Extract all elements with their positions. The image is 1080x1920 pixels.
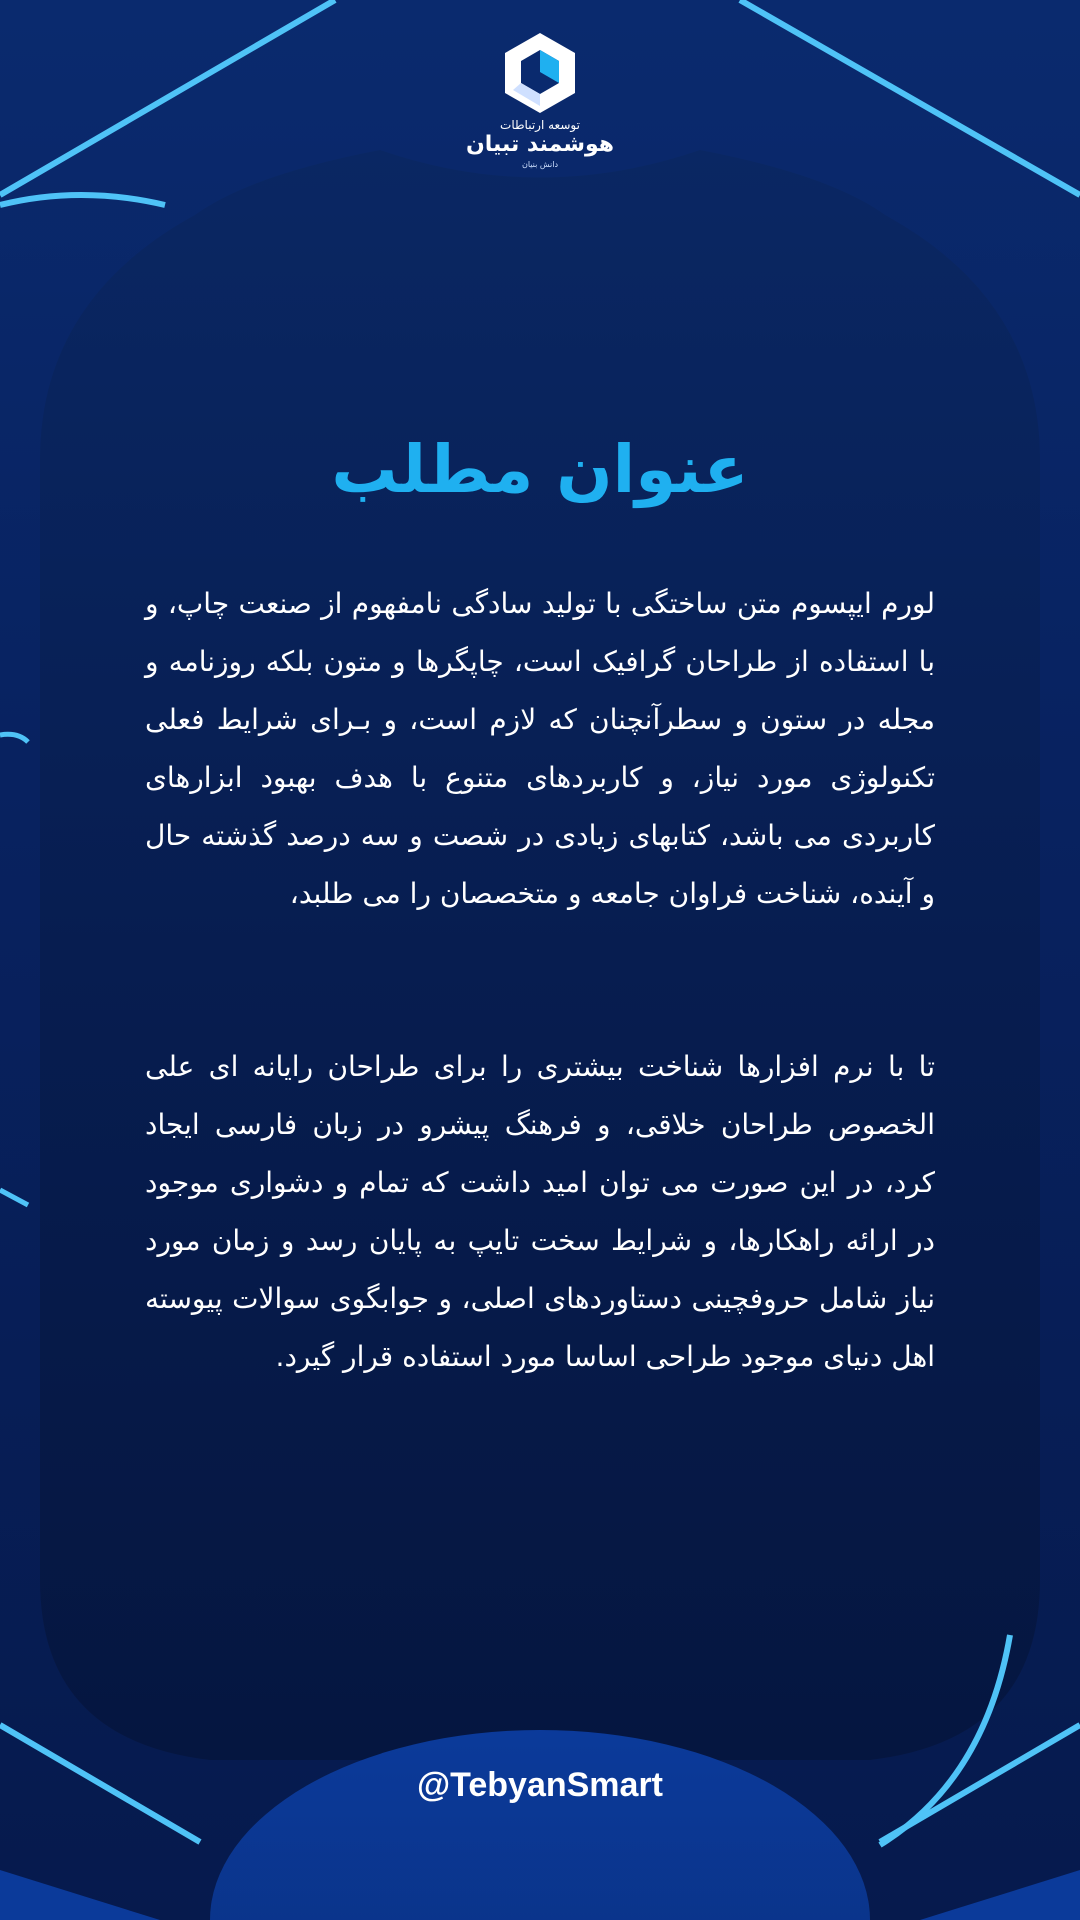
logo-tagline: توسعه ارتباطات [500, 118, 580, 132]
left-mid-arc [0, 734, 28, 742]
body-paragraph-1: لورم ایپسوم متن ساختگی با تولید سادگی نامفهوم از صنعت چاپ، و با استفاده از طراحان گرافیک است، چاپگرها و متون بلکه روزنامه و مجله در ستون و سطرآنچنان که لازم است، و بـرای شرایط فعلی تکنولوژی مورد نیاز، و کاربردهای متنوع با هدف بهبود ابزارهای کاربردی می باشد، کتابهای زیادی در شصت و سه درصد گذشته حال و آینده، شناخت فراوان جامعه و متخصصان را می طلبد، [145, 587, 935, 910]
bottom-right-wedge [920, 1870, 1080, 1920]
content-panel [40, 150, 1040, 1760]
page-title: عنوان مطلب [331, 431, 749, 508]
top-right-line [740, 0, 1080, 195]
social-handle: @TebyanSmart [416, 1766, 664, 1804]
top-left-line [0, 0, 335, 195]
left-lower-line [0, 1190, 28, 1205]
bottom-left-wedge [0, 1870, 160, 1920]
top-left-arc [0, 195, 165, 205]
logo-subtitle: دانش بنیان [521, 160, 559, 169]
logo-brand-name: هوشمند تبیان [465, 132, 615, 157]
body-paragraph-2: تا با نرم افزارها شناخت بیشتری را برای طراحان رایانه ای علی الخصوص طراحان خلاقی، و فرهنگ پیشرو در زبان فارسی ایجاد کرد، در این صورت می توان امید داشت که تمام و دشواری موجود در ارائه راهکارها، و شرایط سخت تایپ به پایان رسد و زمان مورد نیاز شامل حروفچینی دستاوردهای اصلی، و جوابگوی سوالات پیوسته اهل دنیای موجود طراحی اساسا مورد استفاده قرار گیرد. [145, 1050, 935, 1373]
tebyan-cube-logo-icon [495, 28, 585, 118]
brand-logo [440, 28, 640, 168]
